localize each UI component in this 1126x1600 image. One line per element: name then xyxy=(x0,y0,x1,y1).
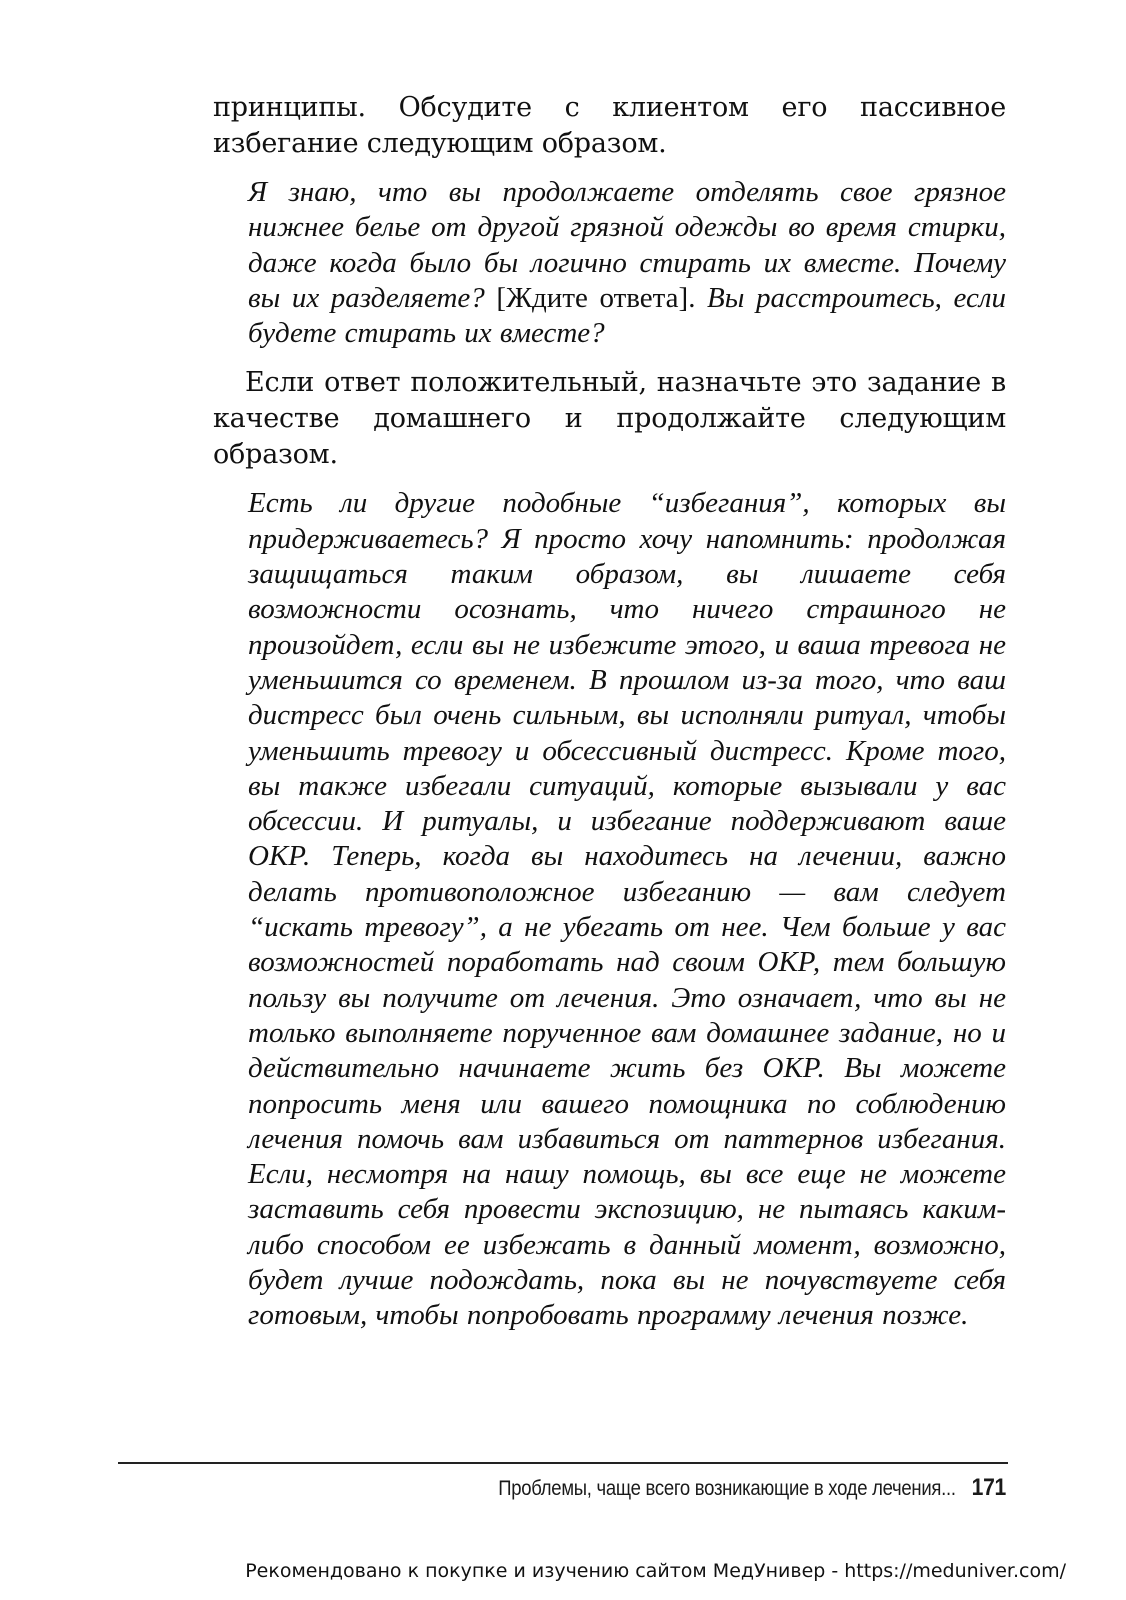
footer-divider xyxy=(118,1462,1008,1464)
running-title: Проблемы, чаще всего возникающие в ходе лечения... xyxy=(498,1477,956,1500)
watermark-text: Рекомендовано к покупке и изучению сайтом МедУнивер - https://meduniver.com/ xyxy=(245,1560,1066,1582)
therapist-script-quote xyxy=(248,175,1006,351)
page-content xyxy=(213,90,1006,1348)
quote-text: Вы расстроитесь, если будете стирать их вместе? xyxy=(248,281,1007,350)
therapist-script-quote: Есть ли другие подобные “избегания”, которых вы придерживаетесь? Я просто хочу напомнить: продолжая защищаться таким образом, вы лишаете себя возможности осознать, что ничего страшного не произойдет, если вы не избежите этого, и ваша тревога не уменьшится со временем. В прошлом из-за того, что ваш дистресс был очень сильным, вы исполняли ритуал, чтобы уменьшить тревогу и обсессивный дистресс. Кроме того, вы также избегали ситуаций, которые вызывали у вас обсессии. И ритуалы, и избегание поддерживают ваше ОКР. Теперь, когда вы находитесь на лечении, важно делать противоположное избеганию — вам следует “искать тревогу”, а не убегать от нее. Чем больше у вас возможностей поработать над своим ОКР, тем большую пользу вы получите от лечения. Это означает, что вы не только выполняете порученное вам домашнее задание, но и действительно начинаете жить без ОКР. Вы можете попросить меня или вашего помощника по соблюдению лечения помочь вам избавиться от паттернов избегания. Если, несмотря на нашу помощь, вы все еще не можете заставить себя провести экспозицию, не пытаясь каким-либо способом ее избежать в данный момент, возможно, будет лучше подождать, пока вы не почувствуете себя готовым, чтобы попробовать программу лечения позже. xyxy=(248,487,1006,1332)
body-paragraph: принципы. Обсудите с клиентом его пассивное избегание следующим образом. xyxy=(213,92,1006,159)
page-number: 171 xyxy=(971,1474,1006,1501)
page-footer xyxy=(498,1474,1006,1502)
quote-text: Я знаю, что вы продолжаете отделять свое грязное нижнее белье от другой грязной одежды во время стирки, даже когда было бы логично стирать их вместе. Почему вы их разделяете? xyxy=(248,176,1006,314)
quote-instruction: [Ждите ответа]. xyxy=(496,281,696,314)
body-paragraph: Если ответ положительный, назначьте это задание в качестве домашнего и продолжайте следующим образом. xyxy=(213,367,1006,471)
